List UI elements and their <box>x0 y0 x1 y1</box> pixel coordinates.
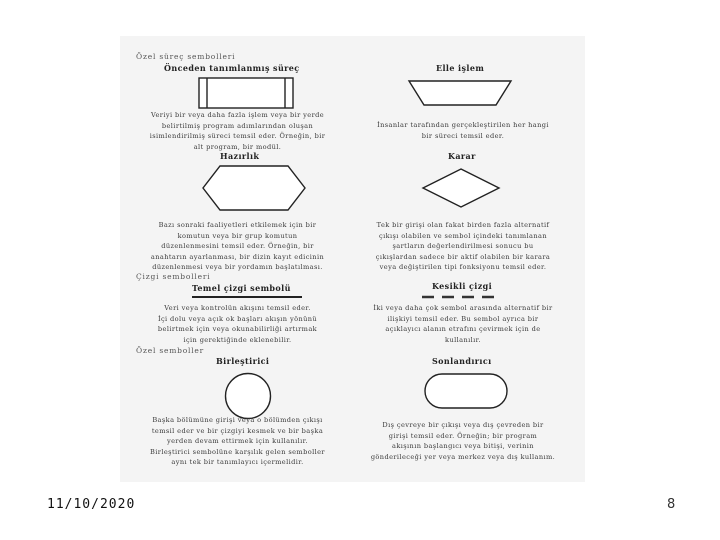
desc-line: Dış çevreye bir çıkışı veya dış çevreden bir <box>382 421 544 429</box>
terminator-description <box>352 420 574 462</box>
preparation-symbol <box>202 165 306 211</box>
slide-date: 11/10/2020 <box>47 497 136 512</box>
section-label-special-process: Özel süreç sembolleri <box>136 52 236 61</box>
desc-line: belirtilmiş program adımlarından oluşan <box>161 121 314 130</box>
dashed-line-description <box>352 303 574 345</box>
basic-line-title: Temel çizgi sembolü <box>192 283 291 293</box>
preparation-title: Hazırlık <box>220 151 260 161</box>
desc-line: bir süreci temsil eder. <box>421 131 505 140</box>
basic-line-description <box>120 303 355 345</box>
desc-line: veya değiştirilen tipi fonksiyonu temsil eder. <box>379 263 547 272</box>
desc-line: yerden devam ettirmek için kullanılır. <box>166 437 309 446</box>
desc-line: Birleştirici sembolüne karşılık gelen semboller <box>150 447 325 456</box>
desc-line: Veriyi bir veya daha fazla işlem veya bir yerde <box>150 111 325 119</box>
slide-page-number: 8 <box>667 497 676 512</box>
section-label-line-symbols: Çizgi sembolleri <box>136 272 211 281</box>
desc-line: düzenlenmesini temsil eder. Örneğin, bir <box>161 242 314 251</box>
predefined-process-title: Önceden tanımlanmış süreç <box>164 63 300 73</box>
desc-line: kullanılır. <box>445 335 481 344</box>
manual-operation-symbol <box>408 80 512 106</box>
desc-line: ilişkiyi temsil eder. Bu sembol ayrıca bir <box>387 314 539 323</box>
desc-line: Veri veya kontrolün akışını temsil eder. <box>164 304 311 312</box>
desc-line: anahtarın ayarlanması, bir dizin kayıt edicinin <box>150 252 325 261</box>
desc-line: isimlendirilmiş süreci temsil eder. Örneğin, bir <box>149 132 326 141</box>
desc-line: çıkışı olabilen ve sembol içindeki tanımlanan <box>379 231 547 240</box>
connector-title: Birleştirici <box>216 356 270 366</box>
desc-line: aynı tek bir tanımlayıcı içermelidir. <box>171 458 304 467</box>
desc-line: alt program, bir modül. <box>193 142 282 151</box>
basic-line-symbol <box>192 295 302 299</box>
desc-line: için gerektiğinde eklenebilir. <box>183 335 292 344</box>
desc-line: Tek bir girişi olan fakat birden fazla alternatif <box>376 221 550 229</box>
desc-line: çıkışlardan sadece bir aktif olabilen bir karara <box>375 252 551 261</box>
predefined-process-description <box>120 110 355 152</box>
terminator-title: Sonlandırıcı <box>432 356 492 366</box>
desc-line: İçi dolu veya açık ok başları akışın yönünü <box>157 314 318 323</box>
desc-line: düzenlenmesi veya bir yordamın başlatılması. <box>152 263 323 272</box>
predefined-process-symbol <box>198 77 294 109</box>
manual-operation-description <box>352 120 574 141</box>
decision-description <box>352 220 574 273</box>
desc-line: açıklayıcı alanın etrafını çevirmek için de <box>385 325 541 334</box>
manual-operation-title: Elle işlem <box>436 63 485 73</box>
desc-line: İnsanlar tarafından gerçekleştirilen her hangi <box>377 121 549 129</box>
terminator-symbol <box>424 373 508 409</box>
desc-line: belirtmek için veya okunabilirliği artırmak <box>157 325 318 334</box>
desc-line: İki veya daha çok sembol arasında alternatif bir <box>373 304 553 312</box>
desc-line: gönderileceği yer veya merkez veya dış kullanım. <box>370 452 556 461</box>
dashed-line-symbol <box>422 295 502 299</box>
desc-line: şartların değerlendirilmesi sonucu bu <box>392 242 534 251</box>
connector-symbol <box>224 372 272 420</box>
section-label-special-symbols: Özel semboller <box>136 346 205 355</box>
decision-symbol <box>422 168 500 208</box>
preparation-description <box>120 220 355 273</box>
desc-line: Bazı sonraki faaliyetleri etkilemek için bir <box>158 221 317 229</box>
desc-line: akışının başlangıcı veya bitişi, verinin <box>392 442 534 451</box>
connector-description <box>120 415 355 468</box>
desc-line: Başka bölümüne girişi veya o bölümden çıkışı <box>152 416 323 424</box>
desc-line: temsil eder ve bir çizgiyi kesmek ve bir başka <box>151 426 324 435</box>
desc-line: komutun veya bir grup komutun <box>177 231 298 240</box>
decision-title: Karar <box>448 151 476 161</box>
dashed-line-title: Kesikli çizgi <box>432 281 493 291</box>
desc-line: girişi temsil eder. Örneğin; bir program <box>388 431 538 440</box>
flowchart-symbols-figure <box>120 36 585 482</box>
